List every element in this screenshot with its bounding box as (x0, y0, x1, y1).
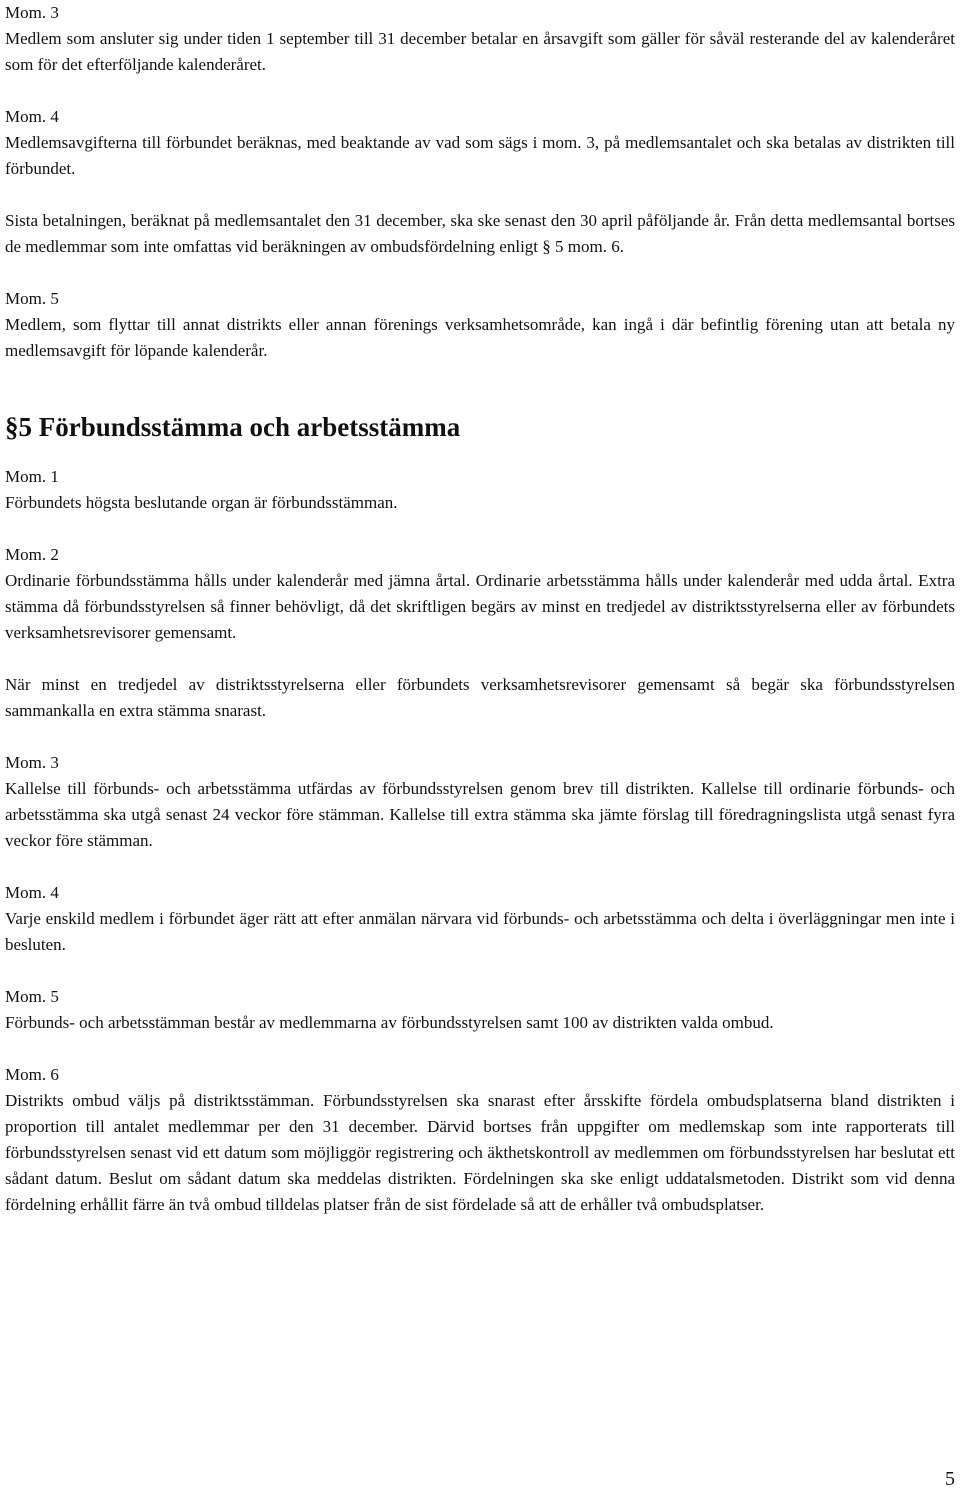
mom-heading: Mom. 6 (5, 1065, 59, 1084)
section-block (5, 542, 955, 724)
mom-heading: Mom. 5 (5, 987, 59, 1006)
section-block (5, 0, 955, 78)
paragraph: När minst en tredjedel av distriktsstyrelserna eller förbundets verksamhetsrevisorer gemensamt så begär ska förbundsstyrelsen sammankalla en extra stämma snarast. (5, 675, 955, 720)
section-block (5, 750, 955, 854)
paragraph: Medlem som ansluter sig under tiden 1 september till 31 december betalar en årsavgift som gäller för såväl resterande del av kalenderåret som för det efterföljande kalenderåret. (5, 29, 955, 74)
mom-heading: Mom. 4 (5, 107, 59, 126)
mom-heading: Mom. 3 (5, 3, 59, 22)
paragraph: Förbundets högsta beslutande organ är förbundsstämman. (5, 493, 398, 512)
section-block (5, 1062, 955, 1218)
mom-heading: Mom. 2 (5, 545, 59, 564)
paragraph: Kallelse till förbunds- och arbetsstämma utfärdas av förbundsstyrelsen genom brev till distrikten. Kallelse till ordinarie förbunds- och arbetsstämma ska utgå senast 24 veckor före stämman. Kallelse till extra stämma ska jämte förslag till föredragningslista utgå senast fyra veckor före stämman. (5, 779, 955, 850)
mom-heading: Mom. 1 (5, 467, 59, 486)
section-block (5, 984, 955, 1036)
mom-heading: Mom. 3 (5, 753, 59, 772)
section-heading: §5 Förbundsstämma och arbetsstämma (5, 412, 461, 442)
paragraph: Varje enskild medlem i förbundet äger rätt att efter anmälan närvara vid förbunds- och arbetsstämma och delta i överläggningar men inte i besluten. (5, 909, 955, 954)
paragraph: Medlem, som flyttar till annat distrikts eller annan förenings verksamhetsområde, kan ingå i där befintlig förening utan att betala ny medlemsavgift för löpande kalenderår. (5, 315, 955, 360)
mom-heading: Mom. 4 (5, 883, 59, 902)
paragraph: Sista betalningen, beräknat på medlemsantalet den 31 december, ska ske senast den 30 april påföljande år. Från detta medlemsantal bortses de medlemmar som inte omfattas vid beräkningen av ombudsfördelning enligt § 5 mom. 6. (5, 211, 955, 256)
paragraph: Ordinarie förbundsstämma hålls under kalenderår med jämna årtal. Ordinarie arbetsstämma hålls under kalenderår med udda årtal. Extra stämma då förbundsstyrelsen så finner behövligt, då det skriftligen begärs av minst en tredjedel av distriktsstyrelserna eller av förbundets verksamhetsrevisorer gemensamt. (5, 571, 955, 642)
paragraph: Medlemsavgifterna till förbundet beräknas, med beaktande av vad som sägs i mom. 3, på medlemsantalet och ska betalas av distrikten till förbundet. (5, 133, 955, 178)
page-number: 5 (945, 1468, 955, 1490)
section-block (5, 286, 955, 364)
document-page (5, 0, 955, 1218)
paragraph: Förbunds- och arbetsstämman består av medlemmarna av förbundsstyrelsen samt 100 av distrikten valda ombud. (5, 1013, 774, 1032)
section-block (5, 104, 955, 260)
mom-heading: Mom. 5 (5, 289, 59, 308)
section-block (5, 880, 955, 958)
section-block (5, 464, 955, 516)
paragraph: Distrikts ombud väljs på distriktsstämman. Förbundsstyrelsen ska snarast efter årsskifte fördela ombudsplatserna bland distrikten i proportion till antalet medlemmar per den 31 december. Därvid bortses från uppgifter om medlemskap som inte rapporterats till förbundsstyrelsen senast vid ett datum som möjliggör registrering och äkthetskontroll av medlemmen om förbundsstyrelsen har beslutat ett sådant datum. Beslut om sådant datum ska meddelas distrikten. Fördelningen ska ske enligt uddatalsmetoden. Distrikt som vid denna fördelning erhållit färre än två ombud tilldelas platser från de sist fördelade så att de erhåller två ombudsplatser. (5, 1091, 955, 1214)
